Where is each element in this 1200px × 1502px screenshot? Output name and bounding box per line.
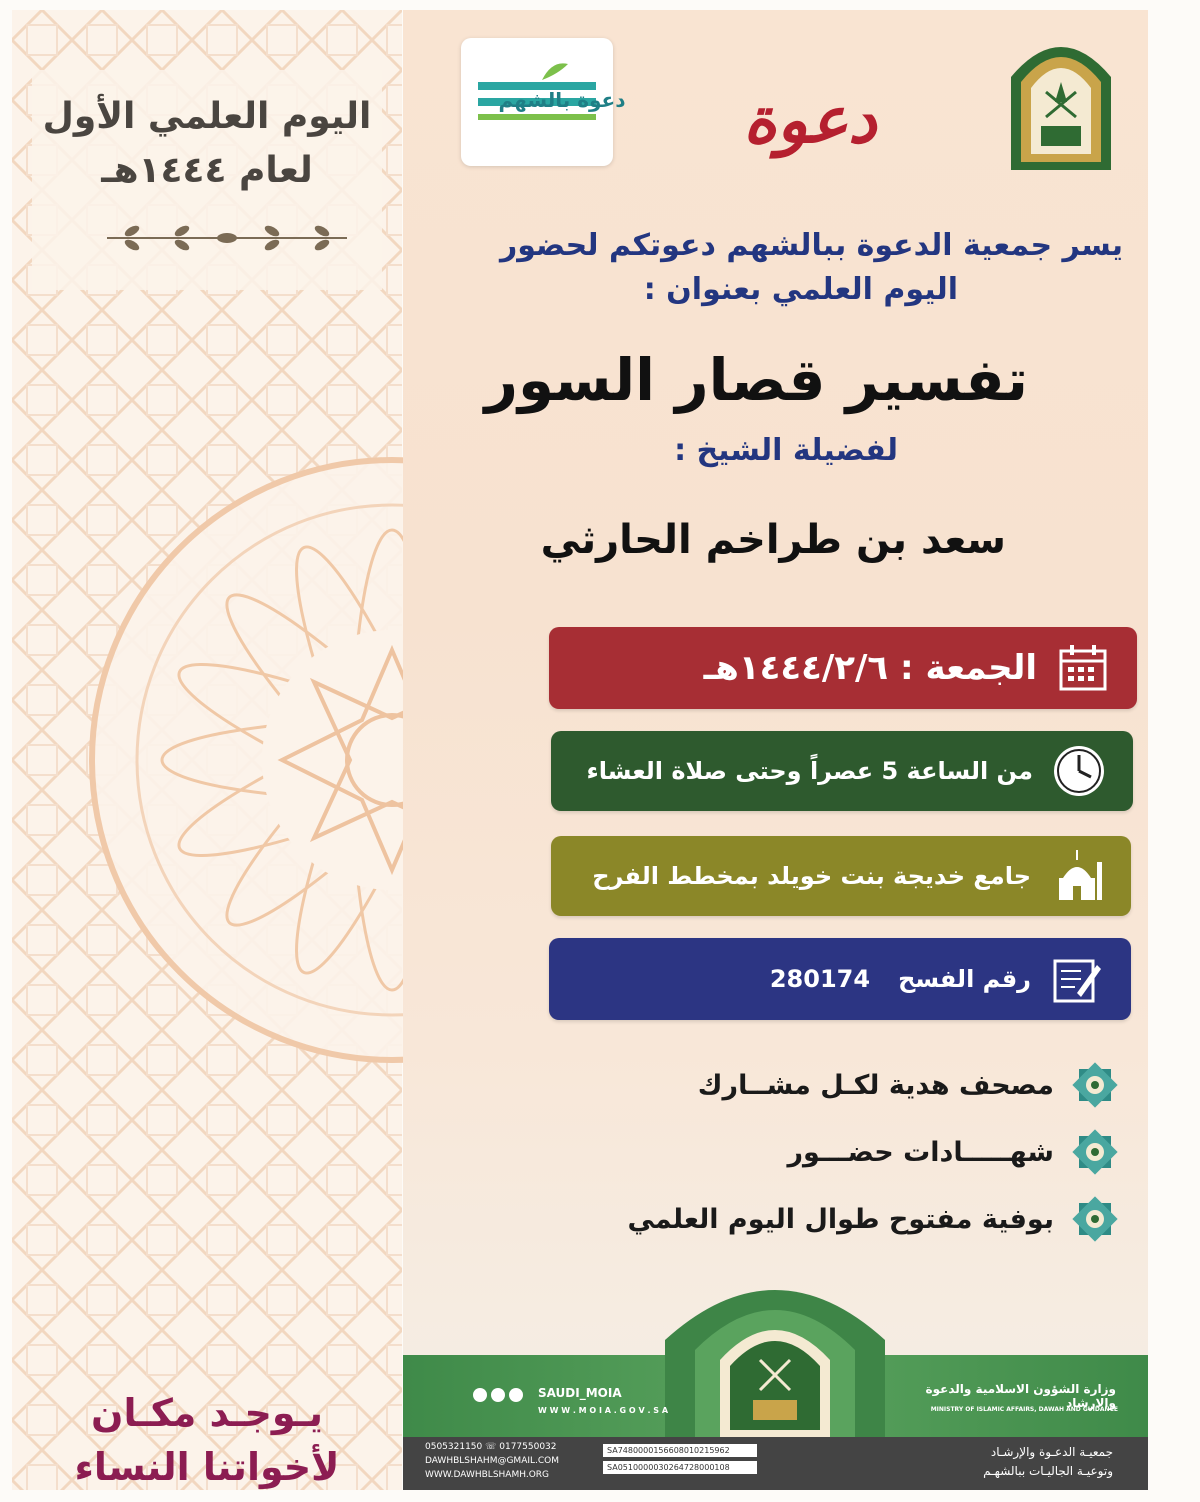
main-panel [403, 10, 1148, 1490]
women-space-line2: لأخواتنا النساء [74, 1445, 340, 1489]
social-icons [473, 1388, 523, 1402]
clock-icon [1047, 739, 1111, 803]
bullet-certificates [583, 1129, 1118, 1175]
note-edit-icon [1045, 947, 1109, 1011]
women-space-line1: يـوجـد مكـان [91, 1391, 323, 1435]
iban-1: SA7480000156608010215962 [603, 1444, 757, 1457]
invite-line2: اليوم العلمي بعنوان : [643, 272, 958, 307]
left-decorative-panel [12, 10, 402, 1490]
sheikh-label: لفضيلة الشيخ : [674, 433, 898, 468]
association-name-line1: جمعيـة الدعـوة والإرشـاد [990, 1445, 1113, 1459]
bullet-gift-quran [583, 1062, 1118, 1108]
dawah-logo [725, 50, 895, 190]
ministry-arch-icon [665, 1260, 885, 1440]
permit-number: 280174 [769, 965, 871, 993]
contact-email[interactable]: DAWHBLSHAHM@GMAIL.COM [425, 1456, 560, 1466]
twitter-icon[interactable] [473, 1388, 487, 1402]
bullet-text: مصحف هدية لكـل مشــارك [697, 1069, 1054, 1101]
ministry-name-ar: وزارة الشؤون الاسلامية والدعوة والارشاد [925, 1382, 1116, 1410]
lecture-title: تفسير قصار السور [484, 346, 1028, 414]
instagram-icon[interactable] [491, 1388, 505, 1402]
ministry-logo [1001, 22, 1121, 170]
event-heading-line2: لعام ١٤٤٤هـ [101, 150, 313, 191]
ministry-emblem-icon [1001, 22, 1121, 170]
permit-bar [549, 938, 1131, 1020]
ministry-name-en: MINISTRY OF ISLAMIC AFFAIRS, DAWAH AND GUIDANCE [930, 1406, 1118, 1413]
dawah-logo-text: دعوة [743, 82, 877, 158]
time-bar [551, 731, 1133, 811]
invite-line1: يسر جمعية الدعوة ببالشهم دعوتكم لحضور [499, 228, 1123, 263]
facebook-icon[interactable] [509, 1388, 523, 1402]
association-logo-mark-icon [472, 52, 626, 152]
floral-divider-icon [102, 216, 352, 256]
event-heading-line1: اليوم العلمي الأول [42, 96, 372, 137]
association-logo [461, 38, 626, 166]
bullet-buffet [583, 1196, 1118, 1242]
location-text: جامع خديجة بنت خويلد بمخطط الفرح [592, 862, 1031, 890]
star-ornament-icon [1072, 1129, 1118, 1175]
ministry-website[interactable]: W W W . M O I A . G O V . S A [538, 1406, 669, 1415]
iban-2: SA0510000030264728000108 [603, 1461, 757, 1474]
time-text: من الساعة 5 عصراً وحتى صلاة العشاء [586, 757, 1033, 785]
contact-phones: 0505321150 ☏ 0177550032 [425, 1442, 557, 1452]
calendar-icon [1051, 636, 1115, 700]
social-handle[interactable]: SAUDI_MOIA [538, 1386, 622, 1400]
contact-website[interactable]: WWW.DAWHBLSHAMH.ORG [425, 1470, 550, 1480]
star-ornament-icon [1072, 1062, 1118, 1108]
location-bar [551, 836, 1131, 916]
sheikh-name: سعد بن طراخم الحارثي [540, 517, 1006, 563]
star-ornament-icon [1072, 1196, 1118, 1242]
date-bar [549, 627, 1137, 709]
bullet-text: شهـــــادات حضـــور [787, 1136, 1054, 1168]
svg-text:دعوة بالشهم: دعوة بالشهم [498, 88, 626, 112]
permit-label: رقم الفسح [898, 965, 1031, 993]
association-name-line2: وتوعيـة الجاليـات ببالشهـم [983, 1464, 1113, 1478]
date-text: الجمعة : ١٤٤٤/٢/٦هـ [703, 648, 1037, 688]
mosque-icon [1045, 844, 1109, 908]
bullet-text: بوفية مفتوح طوال اليوم العلمي [627, 1203, 1054, 1235]
